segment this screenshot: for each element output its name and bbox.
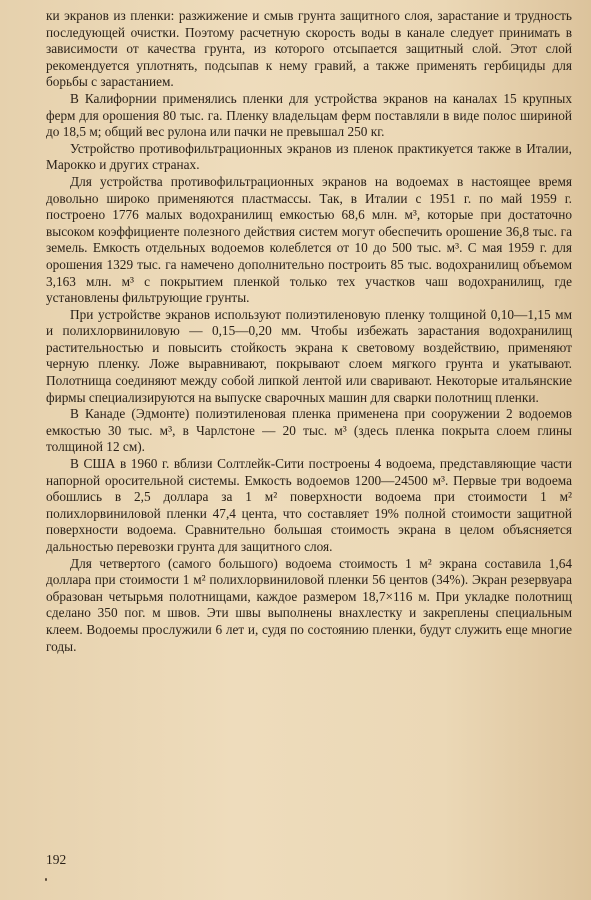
paragraph-usa: В США в 1960 г. вблизи Солтлейк-Сити построены 4 водоема, представляющие части напорной оросительной системы. Емкость водоемов 1200—24500 м³. Первые три водоема обошлись в 2,5 доллара за 1 м² поверхности водоема при стоимости 1 м² полихлорвиниловой пленки 47,4 цента, что составляет 19% полной стоимости защитной поверхности водоема. Сравнительно большая стоимость экрана в целом объясняется дальностью перевозки грунта для защитного слоя. (46, 456, 572, 554)
page-number: 192 (46, 852, 67, 867)
paragraph-italy-reservoirs: Для устройства противофильтрационных экранов на водоемах в настоящее время довольно широко применяются пластмассы. Так, в Италии с 1951 г. по май 1959 г. построено 1776 малых водохранилищ емкостью 68,6 млн. м³, которые при достаточно высоком коэффициенте полезного действия систем могут обеспечить орошение 36,8 тыс. га земель. Емкость отдельных водоемов колеблется от 10 до 500 тыс. м³. С мая 1959 г. для орошения 1329 тыс. га намечено дополнительно построить 85 тыс. водохранилищ объемом 3,163 млн. м³ с покрытием пленкой только тех участков чаш водохранилищ, где установлены фильтрующие грунты. (46, 173, 572, 306)
paragraph-other-countries: Устройство противофильтрационных экранов из пленок практикуется также в Италии, Марокко и других странах. (46, 140, 572, 173)
paragraph-fourth-reservoir: Для четвертого (самого большого) водоема стоимость 1 м² экрана составила 1,64 доллара при стоимости 1 м² полихлорвиниловой пленки 56 центов (34%). Экран резервуара образован четырьмя полотнищами, каждое размером 18,7×116 м. При укладке полотнищ сделано 350 пог. м швов. Эти швы выполнены внахлестку и закреплены специальным клеем. Водоемы прослужили 6 лет и, судя по состоянию пленки, будут служить еще многие годы. (46, 555, 572, 654)
paragraph-california: В Калифорнии применялись пленки для устройства экранов на каналах 15 крупных ферм для орошения 80 тыс. га. Пленку владельцам ферм поставляли в виде полос шириной до 18,5 м; общий вес рулона или пачки не превышал 250 кг. (46, 90, 572, 140)
print-speck (45, 878, 47, 881)
paragraph-film-thickness: При устройстве экранов используют полиэтиленовую пленку толщиной 0,10—1,15 мм и полихлорвиниловую — 0,15—0,20 мм. Чтобы избежать зарастания водохранилищ растительностью и повысить стойкость экрана к световому воздействию, применяют черную пленку. Ложе выравнивают, покрывают слоем мягкого грунта и укатывают. Полотнища соединяют между собой липкой лентой или сваривают. Некоторые итальянские фирмы специализируются на выпуске сварочных машин для сварки полотнищ пленки. (46, 306, 572, 405)
paragraph-continuation: ки экранов из пленки: разжижение и смыв грунта защитного слоя, зарастание и трудность последующей очистки. Поэтому расчетную скорость воды в канале следует принимать в зависимости от качества грунта, из которого отсыпается защитный слой. Этот слой рекомендуется уплотнять, подсыпав к нему гравий, а также применять гербициды для борьбы с зарастанием. (46, 8, 572, 90)
page-body (46, 8, 572, 655)
paragraph-canada: В Канаде (Эдмонте) полиэтиленовая пленка применена при сооружении 2 водоемов емкостью 30 тыс. м³, в Чарлстоне — 20 тыс. м³ (здесь пленка покрыта слоем глины толщиной 12 см). (46, 406, 572, 455)
